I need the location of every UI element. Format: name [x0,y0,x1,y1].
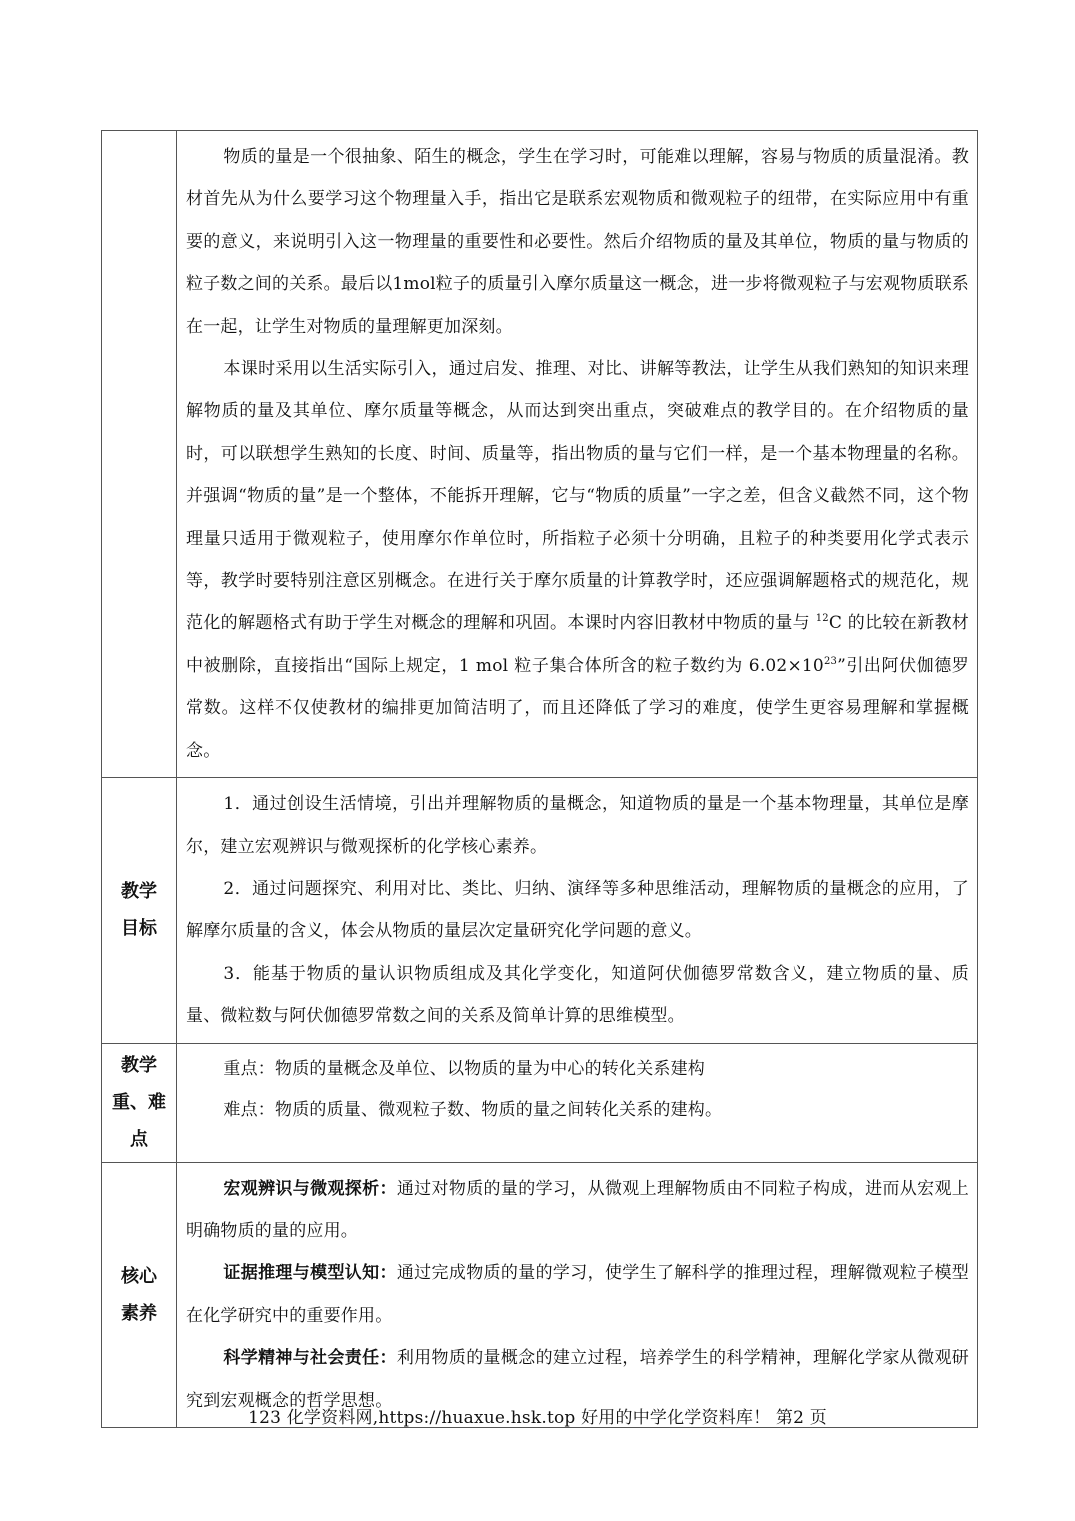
competency-item [186,1252,969,1337]
analysis-paragraph-1: 物质的量是一个很抽象、陌生的概念，学生在学习时，可能难以理解，容易与物质的质量混淆。教材首先从为什么要学习这个物理量入手，指出它是联系宏观物质和微观粒子的纽带，在实际应用中有重要的意义，来说明引入这一物理量的重要性和必要性。然后介绍物质的量及其单位，物质的量与物质的粒子数之间的关系。最后以1mol粒子的质量引入摩尔质量这一概念，进一步将微观粒子与宏观物质联系在一起，让学生对物质的量理解更加深刻。 [186,147,970,337]
competency-title: 科学精神与社会责任： [223,1348,397,1369]
competency-text: 通过对物质的量的学习，从微观上理解物质由不同粒子构成，进而从宏观上明确物质的量的应用。 [186,1178,969,1241]
analysis-paragraph-2 [186,348,969,772]
label-line: 核心 [121,1265,157,1287]
analysis-paragraph-2-text-a: 本课时采用以生活实际引入，通过启发、推理、对比、讲解等教法，让学生从我们熟知的知识来理解物质的量及其单位、摩尔质量等概念，从而达到突出重点，突破难点的教学目的。在介绍物质的量时，可以联想学生熟知的长度、时间、质量等，指出物质的量与它们一样，是一个基本物理量的名称。并强调“物质的量”是一个整体，不能拆开理解，它与“物质的质量”一字之差，但含义截然不同，这个物理量只适用于微观粒子，使用摩尔作单位时，所指粒子必须十分明确，且粒子的种类要用化学式表示等，教学时要特别注意区别概念。在进行关于摩尔质量的计算教学时，还应强调解题格式的规范化，规范化的解题格式有助于学生对概念的理解和巩固。本课时内容旧教材中物质的量与 [186,359,969,634]
core-competency-content [177,1162,978,1427]
lesson-plan-table [101,130,978,1428]
label-line: 点 [130,1129,148,1151]
textbook-analysis-content [177,131,978,778]
mass-number-superscript: 12 [815,613,829,625]
teaching-goals-row [102,778,978,1043]
key-difficult-points-row [102,1043,978,1162]
competency-title: 宏观辨识与微观探析： [223,1178,397,1199]
analysis-paragraph-2-text-c: ”引出阿伏伽德罗常数。这样不仅使教材的编排更加简洁明了，而且还降低了学习的难度，使学生更容易理解和掌握概念。 [186,655,969,761]
key-point-text: 重点：物质的量概念及单位、以物质的量为中心的转化关系建构 [223,1058,705,1079]
empty-label-cell [102,131,177,778]
core-competency-row [102,1162,978,1427]
goal-item: 2．通过问题探究、利用对比、类比、归纳、演绎等多种思维活动，理解物质的量概念的应用，了解摩尔质量的含义，体会从物质的量层次定量研究化学问题的意义。 [186,878,969,942]
label-line: 素养 [121,1302,157,1324]
page-footer: 123 化学资料网,https://huaxue.hsk.top 好用的中学化学资料库！ 第2 页 [248,1408,827,1428]
core-competency-label [102,1162,177,1427]
competency-text: 利用物质的量概念的建立过程，培养学生的科学精神，理解化学家从微观研究到宏观概念的哲学思想。 [186,1348,969,1411]
goal-item: 3．能基于物质的量认识物质组成及其化学变化，知道阿伏伽德罗常数含义，建立物质的量、质量、微粒数与阿伏伽德罗常数之间的关系及简单计算的思维模型。 [186,963,969,1027]
label-line: 重、难 [112,1092,166,1114]
goal-item: 1．通过创设生活情境，引出并理解物质的量概念，知道物质的量是一个基本物理量，其单位是摩尔，建立宏观辨识与微观探析的化学核心素养。 [186,794,969,857]
competency-item [186,1168,969,1253]
key-difficult-points-content [177,1043,978,1162]
textbook-analysis-row [102,131,978,778]
label-line: 教学 [121,881,157,903]
analysis-paragraph-2-text-b: C 的比较在新教材中被删除，直接指出“国际上规定，1 mol 粒子集合体所含的粒子数约为 6.02×10 [186,613,969,676]
teaching-goals-label [102,778,177,1043]
label-line: 教学 [121,1055,157,1077]
key-difficult-points-label [102,1043,177,1162]
teaching-goals-content [177,778,978,1043]
label-line: 目标 [121,918,157,940]
difficult-point-text: 难点：物质的质量、微观粒子数、物质的量之间转化关系的建构。 [223,1099,723,1120]
competency-text: 通过完成物质的量的学习，使学生了解科学的推理过程，理解微观粒子模型在化学研究中的重要作用。 [186,1263,969,1326]
competency-title: 证据推理与模型认知： [223,1263,397,1284]
exponent-superscript: 23 [823,655,838,667]
